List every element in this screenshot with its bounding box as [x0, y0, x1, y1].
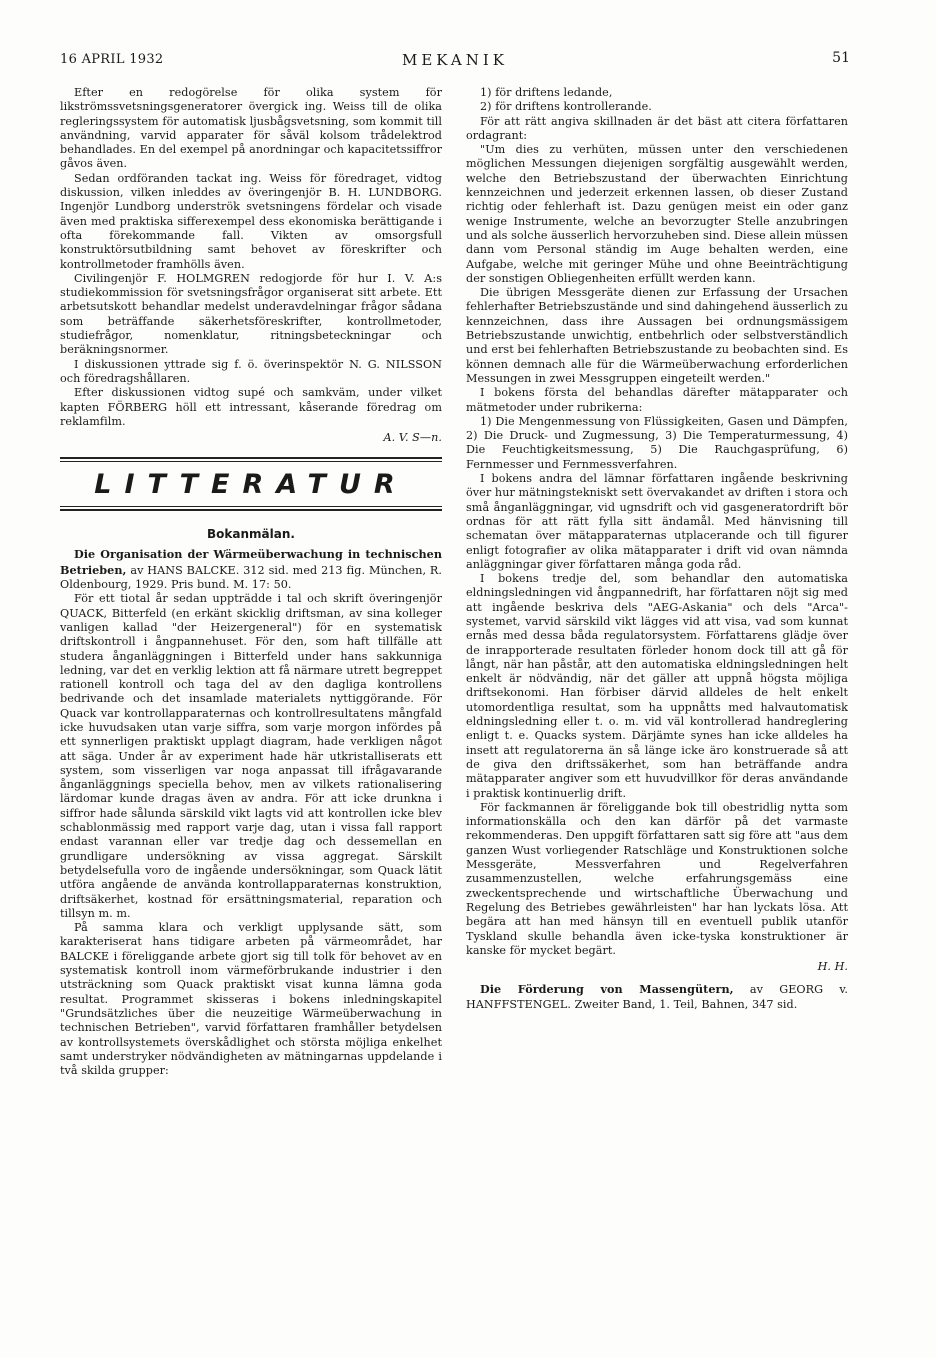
paragraph: Efter en redogörelse för olika system för likströmssvetsningsgeneratorer övergick ing. Weiss till de olika regleringssystem för automatisk ljusbågsvetsning, som kommit till användning, varvid apparater för såväl kolsom trådelektrod behandlades. En del exempel på anordningar och kapacitetssiffror gåvos även.	[60, 86, 442, 171]
book-details: av GEORG v. HANFFSTENGEL. Zweiter Band, 1. Teil, Bahnen, 347 sid.	[466, 983, 848, 1011]
list-item: 2) för driftens kontrollerande.	[480, 100, 652, 114]
issue-date: 16 APRIL 1932	[60, 52, 164, 67]
paragraph: I bokens andra del lämnar författaren ingående beskrivning över hur mätningstekniskt sett övervakandet av driften i stora och små ånganläggningar, vid ugnsdrift och vid gasgeneratordrift bör ordnas för att rätt fylla sitt ändamål. Med hänvisning till schematan över mätapparaternas utplacerande och till figurer enligt fotografier av olika mätapparater i drift vid ovan nämnda anläggningar giver författaren många goda råd.	[466, 472, 848, 571]
section-title: LITTERATUR	[94, 469, 408, 501]
quote-paragraph: "Um dies zu verhüten, müssen unter den verschiedenen möglichen Messungen diejenigen sorgfältig ausgewählt werden, welche den Betriebszustand der überwachten Einrichtung kennzeichnen und jederzeit erkennen lassen, ob dieser Zustand richtig oder fehlerhaft ist. Dazu genügen meist ein oder ganz wenige Instrumente, welche an bevorzugter Stelle anzubringen und als solche äusserlich hervorzuheben sind. Diese allein müssen dann vom Personal ständig im Auge behalten werden, eine Aufgabe, welche mit geringer Mühe und ohne Beeinträchtigung der sonstigen Obliegenheiten erfüllt werden kann.	[466, 143, 848, 285]
journal-title: MEKANIK	[402, 51, 508, 69]
signature: H. H.	[817, 960, 848, 974]
book-title: Die Förderung von Massengütern,	[480, 982, 734, 997]
paragraph: För att rätt angiva skillnaden är det bäst att citera författaren ordagrant:	[466, 114, 848, 142]
section-rule	[60, 506, 442, 507]
spacer	[466, 974, 848, 982]
paragraph: I bokens tredje del, som behandlar den automatiska eldningsledningen vid ångpannedrift, har författaren nöjt sig med att ingående beskriva dels "AEG-Askania" och dels "Arca"-systemet, varvid särskild vikt lägges vid att visa, vad som kunnat ernås med dessa båda regulatorsystem. Författarens glädje över de inrapporterade resultaten förleder honom dock till att gå för långt, när han påstår, att den automatiska eldningsledningen helt enkelt är nödvändig, när det gäller att uppnå högsta möjliga driftsekonomi. Han förbiser därvid alldeles de helt enkelt utomordentliga resultat, som ha uppnåtts med halvautomatisk eldningsledning eller t. o. m. vid väl kontrollerad handreglering enligt t. e. Quacks system. Därjämte synes han icke alldeles ha insett att regulatorerna än så länge icke äro konstruerade så att de giva den driftssäkerhet, som han beträffande andra mätapparater angiver som ett huvudvillkor för deras användande i praktisk kontinuerlig drift.	[466, 572, 848, 800]
signature: A. V. S—n.	[383, 431, 442, 445]
paragraph: För fackmannen är föreliggande bok till obestridlig nytta som informationskälla och den kan därför på det varmaste rekommenderas. Den uppgift författaren satt sig före att "aus dem ganzen Wust vorliegender Ratschläge und Konstruktionen solche Messgeräte, Messverfahren und Regelverfahren zusammenzustellen, welche erfahrungsgemäss eine zweckentsprechende und wirtschaftliche Überwachung und Regelung des Betriebes gewährleisten" har han lyckats lösa. Att begära att han med hänsyn till en eventuell publik utanför Tyskland skulle behandla även icke-tyska konstruktioner är kanske för mycket begärt.	[466, 800, 848, 957]
paragraph: På samma klara och verkligt upplysande sätt, som karakteriserat hans tidigare arbeten på värmeområdet, har BALCKE i föreliggande arbete gjort sig till tolk för behovet av en systematisk kontroll inom värmeförbrukande industrier i den utsträckning som Quack praktiskt visat kunna lämna goda resultat. Programmet skisseras i bokens inledningskapitel "Grundsätzliches über die neuzeitige Wärmeüberwachung in technischen Betrieben", varvid författaren framhåller betydelsen av kontrollsystemets överskådlighet och största möjliga enkelhet samt understryker nödvändigheten av mätningarnas uppdelande i två skilda grupper:	[60, 921, 442, 1078]
section-rule	[60, 461, 442, 462]
paragraph: 1) Die Mengenmessung von Flüssigkeiten, Gasen und Dämpfen, 2) Die Druck- und Zugmessung, 3) Die Temperaturmessung, 4) Die Feuchtigkeitsmessung, 5) Die Rauchgasprüfung, 6) Fernmesser und Fernmessverfahren.	[466, 414, 848, 471]
left-column	[60, 86, 442, 1078]
page-header	[60, 52, 850, 72]
right-column	[466, 86, 848, 1012]
book-citation	[466, 982, 848, 1012]
paragraph: Civilingenjör F. HOLMGREN redogjorde för hur I. V. A:s studiekommission för svetsningsfrågor organiserat sitt arbete. Ett arbetsutskott behandlar medelst underavdelningar frågor sådana som beträffande säkerhetsföreskrifter, kontrollmetoder, studiefrågor, nomenklatur, ritningsbeteckningar och beräkningsnormer.	[60, 271, 442, 357]
book-citation	[60, 547, 442, 592]
paragraph: I diskussionen yttrade sig f. ö. överinspektör N. G. NILSSON och föredragshållaren.	[60, 357, 442, 385]
paragraph: I bokens första del behandlas därefter mätapparater och mätmetoder under rubrikerna:	[466, 386, 848, 414]
section-rule	[60, 457, 442, 459]
quote-paragraph: Die übrigen Messgeräte dienen zur Erfassung der Ursachen fehlerhafter Betriebszustände und sind dahingehend äusserlich zu kennzeichnen, dass ihre Aussagen bei ordnungsmässigem Betriebszustande unwichtig, entbehrlich oder selbstverständlich und erst bei fehlerhaften Betriebszustande zu beobachten sind. Es können demnach alle für die Wärmeüberwachung erforderlichen Messungen in zwei Messgruppen eingeteilt werden."	[466, 286, 848, 385]
paragraph: Sedan ordföranden tackat ing. Weiss för föredraget, vidtog diskussion, vilken inleddes av överingenjör B. H. LUNDBORG. Ingenjör Lundborg underströk svetsningens fördelar och visade även med praktiska sifferexempel dess ekonomiska berättigande i ofta förekommande fall. Vikten av omsorgsfull konstruktörsutbildning samt behovet av föreskrifter och kontrollmetoder framhölls även.	[60, 171, 442, 271]
list-item: 1) för driftens ledande,	[480, 86, 613, 99]
review-subheading: Bokanmälan.	[207, 527, 295, 542]
book-title: Die Organisation der Wärmeüberwachung in technischen Betrieben,	[60, 547, 442, 577]
paragraph: För ett tiotal år sedan uppträdde i tal och skrift överingenjör QUACK, Bitterfeld (en erkänt skicklig driftsman, av sina kolleger vanligen kallad "der Heizergeneral") för en systematisk driftskontroll i ångpannehuset. För den, som haft tillfälle att studera ånganläggningen i Bitterfeld under hans sakkunniga ledning, var det en verklig lektion att få närmare utrett begreppet rationell kontroll och taga del av den dagliga kontrollens bedrivande och det insamlade materialets nyttiggörande. För Quack var kontrollapparaternas och kontrollresultatens mångfald icke huvudsaken utan varje siffra, som varje morgon infördes på ett synnerligen praktiskt upplagt diagram, hade verkligen något att säga. Under år av experiment hade här utkristalliserats ett system, som visserligen var noga anpassat till ifrågavarande ånganläggnings speciella behov, men av vilkets rationalisering lärdomar kunde dragas även av andra. För att icke drunkna i siffror hade sålunda särskild vikt lagts vid att kontrollen icke blev schablonmässig med rapport varje dag, utan i vissa fall rapport endast varannan eller var tredje dag och dessemellan en grundligare undersökning av vissa aggregat. Särskilt betydelsefulla voro de ingående undersökningar, som Quack lätit utföra angående de använda kontrollapparaternas konstruktion, driftsäkerhet, kostnad för ersättningsmaterial, reparation och tillsyn m. m.	[60, 592, 442, 920]
section-rule	[60, 509, 442, 511]
book-details: av HANS BALCKE. 312 sid. med 213 fig. München, R. Oldenbourg, 1929. Pris bund. M. 17: 50.	[60, 563, 442, 592]
page-number: 51	[832, 50, 850, 66]
paragraph: Efter diskussionen vidtog supé och samkväm, under vilket kapten FÖRBERG höll ett intressant, kåserande föredrag om reklamfilm.	[60, 386, 442, 428]
